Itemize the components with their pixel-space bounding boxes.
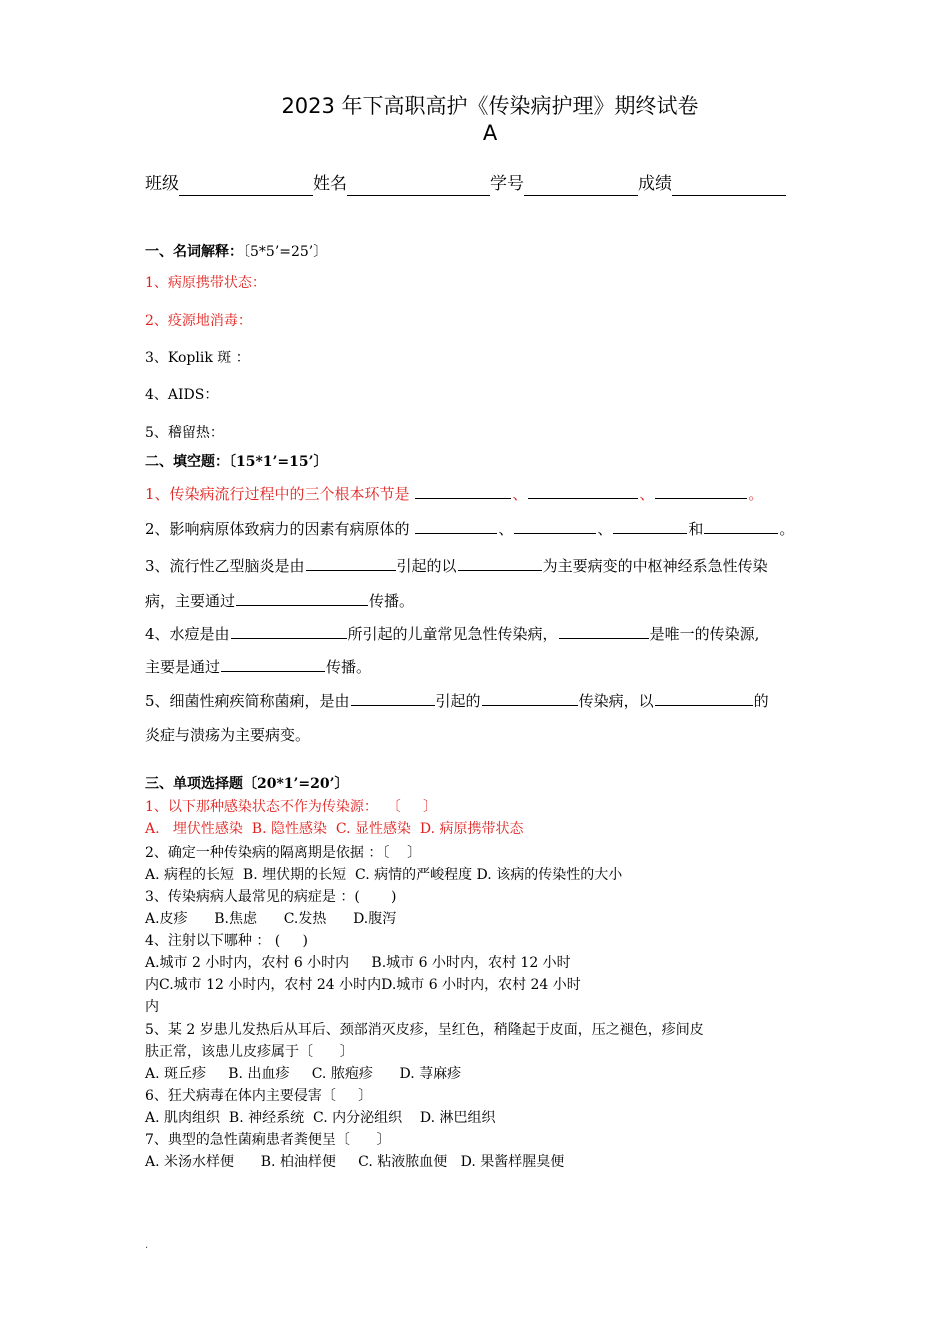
answer-blank[interactable] — [528, 484, 638, 499]
score-field[interactable] — [672, 175, 786, 196]
score-label: 成绩 — [638, 174, 672, 194]
fill-question-3-cont: 病，主要通过 传播。 — [145, 592, 415, 610]
choice-question: 3、传染病病人最常见的病症是 ：( ) — [145, 889, 397, 905]
fill-question-3: 3、流行性乙型脑炎是由 引起的以 为主要病变的中枢神经系急性传染 — [145, 557, 768, 575]
exam-version: A — [482, 121, 498, 145]
student-info-row — [145, 172, 807, 196]
answer-blank[interactable] — [351, 691, 435, 706]
choice-question: 4、注射以下哪种 ： ( ) — [145, 933, 308, 949]
answer-blank[interactable] — [482, 691, 578, 706]
term-item: 2、疫源地消毒： — [145, 313, 252, 329]
fill-question-2: 2、影响病原体致病力的因素有病原体的 、 、 和 。 — [145, 520, 795, 538]
exam-title: 2023 年下高职高护《传染病护理》期终试卷 — [281, 94, 699, 118]
choice-options: A. 埋伏性感染 B. 隐性感染 C. 显性感染 D. 病原携带状态 — [145, 821, 524, 837]
choice-options: A. 斑丘疹 B. 出血疹 C. 脓疱疹 D. 荨麻疹 — [145, 1066, 462, 1082]
answer-blank[interactable] — [458, 556, 542, 571]
fill-question-1: 1、传染病流行过程中的三个根本环节是 、 、 。 — [145, 485, 764, 503]
answer-blank[interactable] — [415, 519, 497, 534]
term-item: 4、AIDS： — [145, 387, 219, 403]
answer-blank[interactable] — [231, 624, 347, 639]
term-item: 3、Koplik 斑 ： — [145, 350, 250, 366]
choice-options: A. 肌肉组织 B. 神经系统 C. 内分泌组织 D. 淋巴组织 — [145, 1110, 496, 1126]
choice-options: A.皮疹 B.焦虑 C.发热 D.腹泻 — [145, 911, 397, 927]
choice-options: 内C.城市 12 小时内，农村 24 小时内D.城市 6 小时内，农村 24 小时 — [145, 977, 581, 993]
choice-question: 2、确定一种传染病的隔离期是依据 ：〔 〕 — [145, 845, 422, 861]
answer-blank[interactable] — [514, 519, 596, 534]
answer-blank[interactable] — [559, 624, 649, 639]
name-label: 姓名 — [313, 174, 347, 194]
choice-options: A. 米汤水样便 B. 柏油样便 C. 粘液脓血便 D. 果酱样腥臭便 — [145, 1154, 565, 1170]
fill-question-5: 5、细菌性痢疾简称菌痢，是由 引起的 传染病，以 的 — [145, 692, 769, 710]
section-2-heading: 二、填空题：〔15*1’=15’〕 — [145, 454, 328, 470]
term-item: 1、病原携带状态： — [145, 275, 266, 291]
choice-question: 1、以下那种感染状态不作为传染源： 〔 〕 — [145, 799, 438, 815]
class-label: 班级 — [145, 174, 179, 194]
answer-blank[interactable] — [306, 556, 396, 571]
fill-question-5-cont: 炎症与溃疡为主要病变。 — [145, 726, 311, 744]
section-3-heading: 三、单项选择题〔20*1’=20’〕 — [145, 776, 349, 792]
class-field[interactable] — [179, 175, 313, 196]
answer-blank[interactable] — [655, 691, 753, 706]
section-1-heading: 一、名词解释：〔5*5’=25’〕 — [145, 244, 328, 260]
answer-blank[interactable] — [221, 657, 325, 672]
choice-options: 内 — [145, 999, 159, 1015]
footer-mark: . — [145, 1240, 149, 1251]
answer-blank[interactable] — [655, 484, 747, 499]
answer-blank[interactable] — [236, 591, 368, 606]
student-id-field[interactable] — [524, 175, 638, 196]
choice-options: A. 病程的长短 B. 埋伏期的长短 C. 病情的严峻程度 D. 该病的传染性的大小 — [145, 867, 623, 883]
fill-question-4: 4、水痘是由 所引起的儿童常见急性传染病， 是唯一的传染源, — [145, 625, 760, 643]
choice-options: A.城市 2 小时内，农村 6 小时内 B.城市 6 小时内，农村 12 小时 — [145, 955, 571, 971]
term-item: 5、稽留热： — [145, 425, 224, 441]
fill-question-4-cont: 主要是通过 传播。 — [145, 658, 372, 676]
answer-blank[interactable] — [704, 519, 778, 534]
choice-question-cont: 肤正常，该患儿皮疹属于〔 〕 — [145, 1044, 354, 1060]
choice-question: 6、狂犬病毒在体内主要侵害〔 〕 — [145, 1088, 373, 1104]
answer-blank[interactable] — [613, 519, 687, 534]
name-field[interactable] — [347, 175, 490, 196]
choice-question: 5、某 2 岁患儿发热后从耳后、颈部消灭皮疹，呈红色，稍隆起于皮面，压之褪色，疹间皮 — [145, 1022, 704, 1038]
student-id-label: 学号 — [490, 174, 524, 194]
choice-question: 7、典型的急性菌痢患者粪便呈〔 〕 — [145, 1132, 391, 1148]
answer-blank[interactable] — [415, 484, 511, 499]
